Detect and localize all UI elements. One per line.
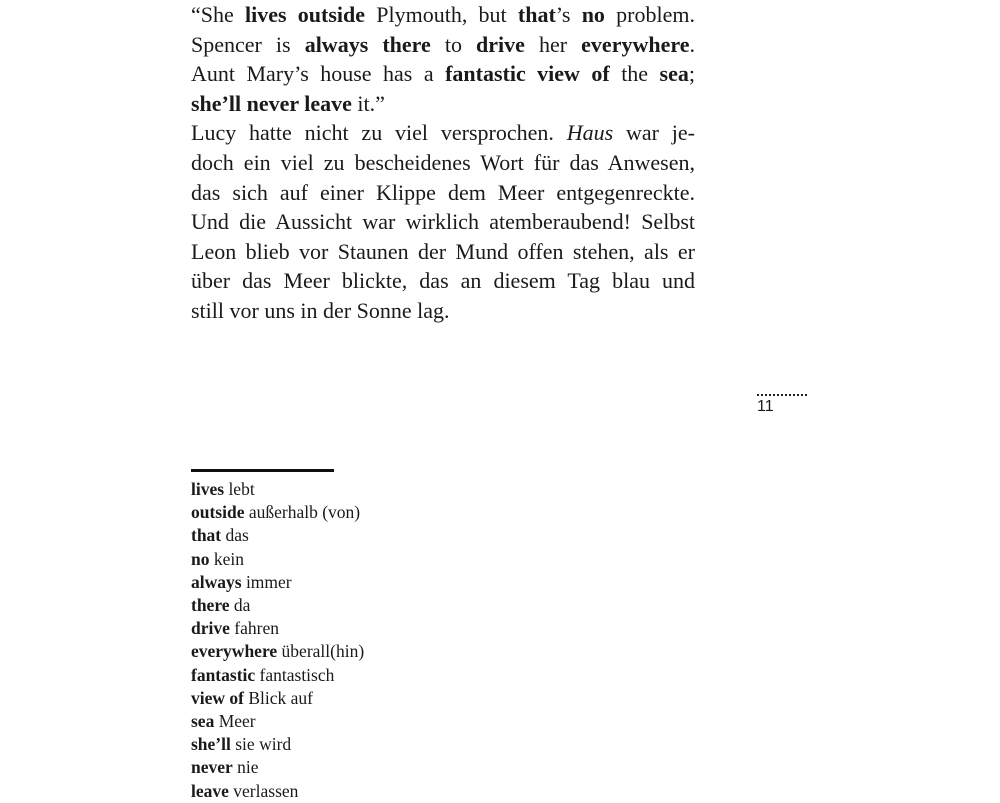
- text-segment: still vor uns in der Sonne lag.: [191, 297, 450, 323]
- glossary-translation: nie: [232, 757, 259, 778]
- glossary-term: lives: [191, 479, 225, 499]
- glossary-entry: [191, 710, 364, 733]
- page-number: 11: [757, 398, 774, 415]
- text-segment: ’s: [555, 2, 582, 27]
- glossary-translation: immer: [241, 571, 292, 592]
- glossary-translation: außerhalb (von): [244, 502, 361, 523]
- glossary-entry: [191, 640, 364, 663]
- glossary-entry: [191, 501, 364, 524]
- glossary-term: outside: [191, 502, 245, 523]
- text-segment: über das Meer blickte, das an diesem Tag blau und: [191, 268, 695, 294]
- vocab-highlight: lives outside: [245, 2, 366, 27]
- glossary-entry: [191, 594, 364, 617]
- glossary-translation: das: [221, 525, 249, 546]
- glossary-translation: fantastisch: [255, 664, 335, 685]
- vocab-highlight: drive: [476, 31, 525, 57]
- vocab-highlight: no: [581, 2, 605, 27]
- glossary-term: everywhere: [191, 641, 278, 662]
- text-segment: das sich auf einer Klippe dem Meer entgegenreckte.: [191, 179, 695, 205]
- glossary-term: drive: [191, 618, 230, 639]
- vocab-highlight: that: [517, 2, 556, 27]
- glossary-entry: [191, 756, 364, 779]
- glossary-translation: Blick auf: [243, 687, 313, 708]
- glossary-term: she’ll: [191, 734, 231, 755]
- emphasis-text: Haus: [566, 120, 614, 146]
- glossary-term: never: [191, 757, 233, 778]
- glossary-entry: [191, 780, 364, 803]
- glossary-entry: [191, 571, 364, 594]
- text-segment: Und die Aussicht war wirklich atemberaubend! Selbst: [191, 209, 695, 235]
- glossary-term: sea: [191, 711, 215, 732]
- glossary-entry: [191, 687, 364, 710]
- text-segment: ;: [688, 61, 695, 87]
- glossary-translation: überall(hin): [277, 641, 365, 662]
- glossary-entry: [191, 524, 364, 547]
- text-line: [191, 59, 695, 89]
- text-line: [191, 30, 695, 60]
- glossary-translation: fahren: [229, 618, 279, 639]
- story-text: [191, 0, 695, 326]
- text-line: [191, 118, 695, 148]
- text-segment: Spencer is: [191, 31, 305, 57]
- text-line: [191, 237, 695, 267]
- glossary-term: fantastic: [191, 664, 256, 685]
- vocab-highlight: she’ll never leave: [191, 90, 352, 116]
- glossary: [191, 478, 364, 803]
- glossary-term: no: [191, 548, 210, 569]
- text-line: [191, 148, 695, 178]
- glossary-translation: sie wird: [230, 734, 292, 755]
- text-line: [191, 178, 695, 208]
- glossary-translation: kein: [209, 548, 244, 569]
- glossary-translation: da: [229, 595, 251, 616]
- text-line: [191, 266, 695, 296]
- text-line: [191, 207, 695, 237]
- page-number-dots: [757, 394, 807, 396]
- text-segment: .: [689, 31, 695, 57]
- text-segment: doch ein viel zu bescheidenes Wort für das Anwesen,: [191, 149, 695, 175]
- vocab-highlight: fantastic view of: [445, 61, 610, 87]
- vocab-highlight: everywhere: [581, 31, 690, 57]
- glossary-entry: [191, 617, 364, 640]
- text-segment: problem.: [604, 2, 695, 27]
- text-line: [191, 0, 695, 30]
- page-number-block: [757, 394, 807, 416]
- glossary-entry: [191, 664, 364, 687]
- glossary-translation: lebt: [224, 479, 255, 499]
- text-line: [191, 296, 695, 326]
- text-segment: war je-: [613, 120, 695, 146]
- glossary-divider: [191, 469, 334, 472]
- glossary-term: view of: [191, 687, 244, 708]
- glossary-entry: [191, 478, 364, 501]
- text-segment: to: [430, 31, 477, 57]
- glossary-term: there: [191, 595, 230, 616]
- glossary-entry: [191, 548, 364, 571]
- glossary-term: always: [191, 571, 242, 592]
- text-segment: Plymouth, but: [365, 2, 518, 27]
- text-segment: Lucy hatte nicht zu viel versprochen.: [191, 120, 567, 146]
- text-segment: Aunt Mary’s house has a: [191, 61, 446, 87]
- vocab-highlight: always there: [304, 31, 431, 57]
- glossary-translation: Meer: [214, 711, 256, 732]
- text-segment: “She: [191, 2, 245, 27]
- glossary-term: that: [191, 525, 222, 546]
- glossary-translation: verlassen: [228, 780, 299, 801]
- glossary-term: leave: [191, 780, 229, 801]
- text-segment: her: [524, 31, 582, 57]
- glossary-entry: [191, 733, 364, 756]
- text-segment: the: [609, 61, 660, 87]
- text-line: [191, 89, 695, 119]
- text-segment: it.”: [351, 90, 385, 116]
- text-segment: Leon blieb vor Staunen der Mund offen stehen, als er: [191, 238, 695, 264]
- vocab-highlight: sea: [659, 61, 689, 87]
